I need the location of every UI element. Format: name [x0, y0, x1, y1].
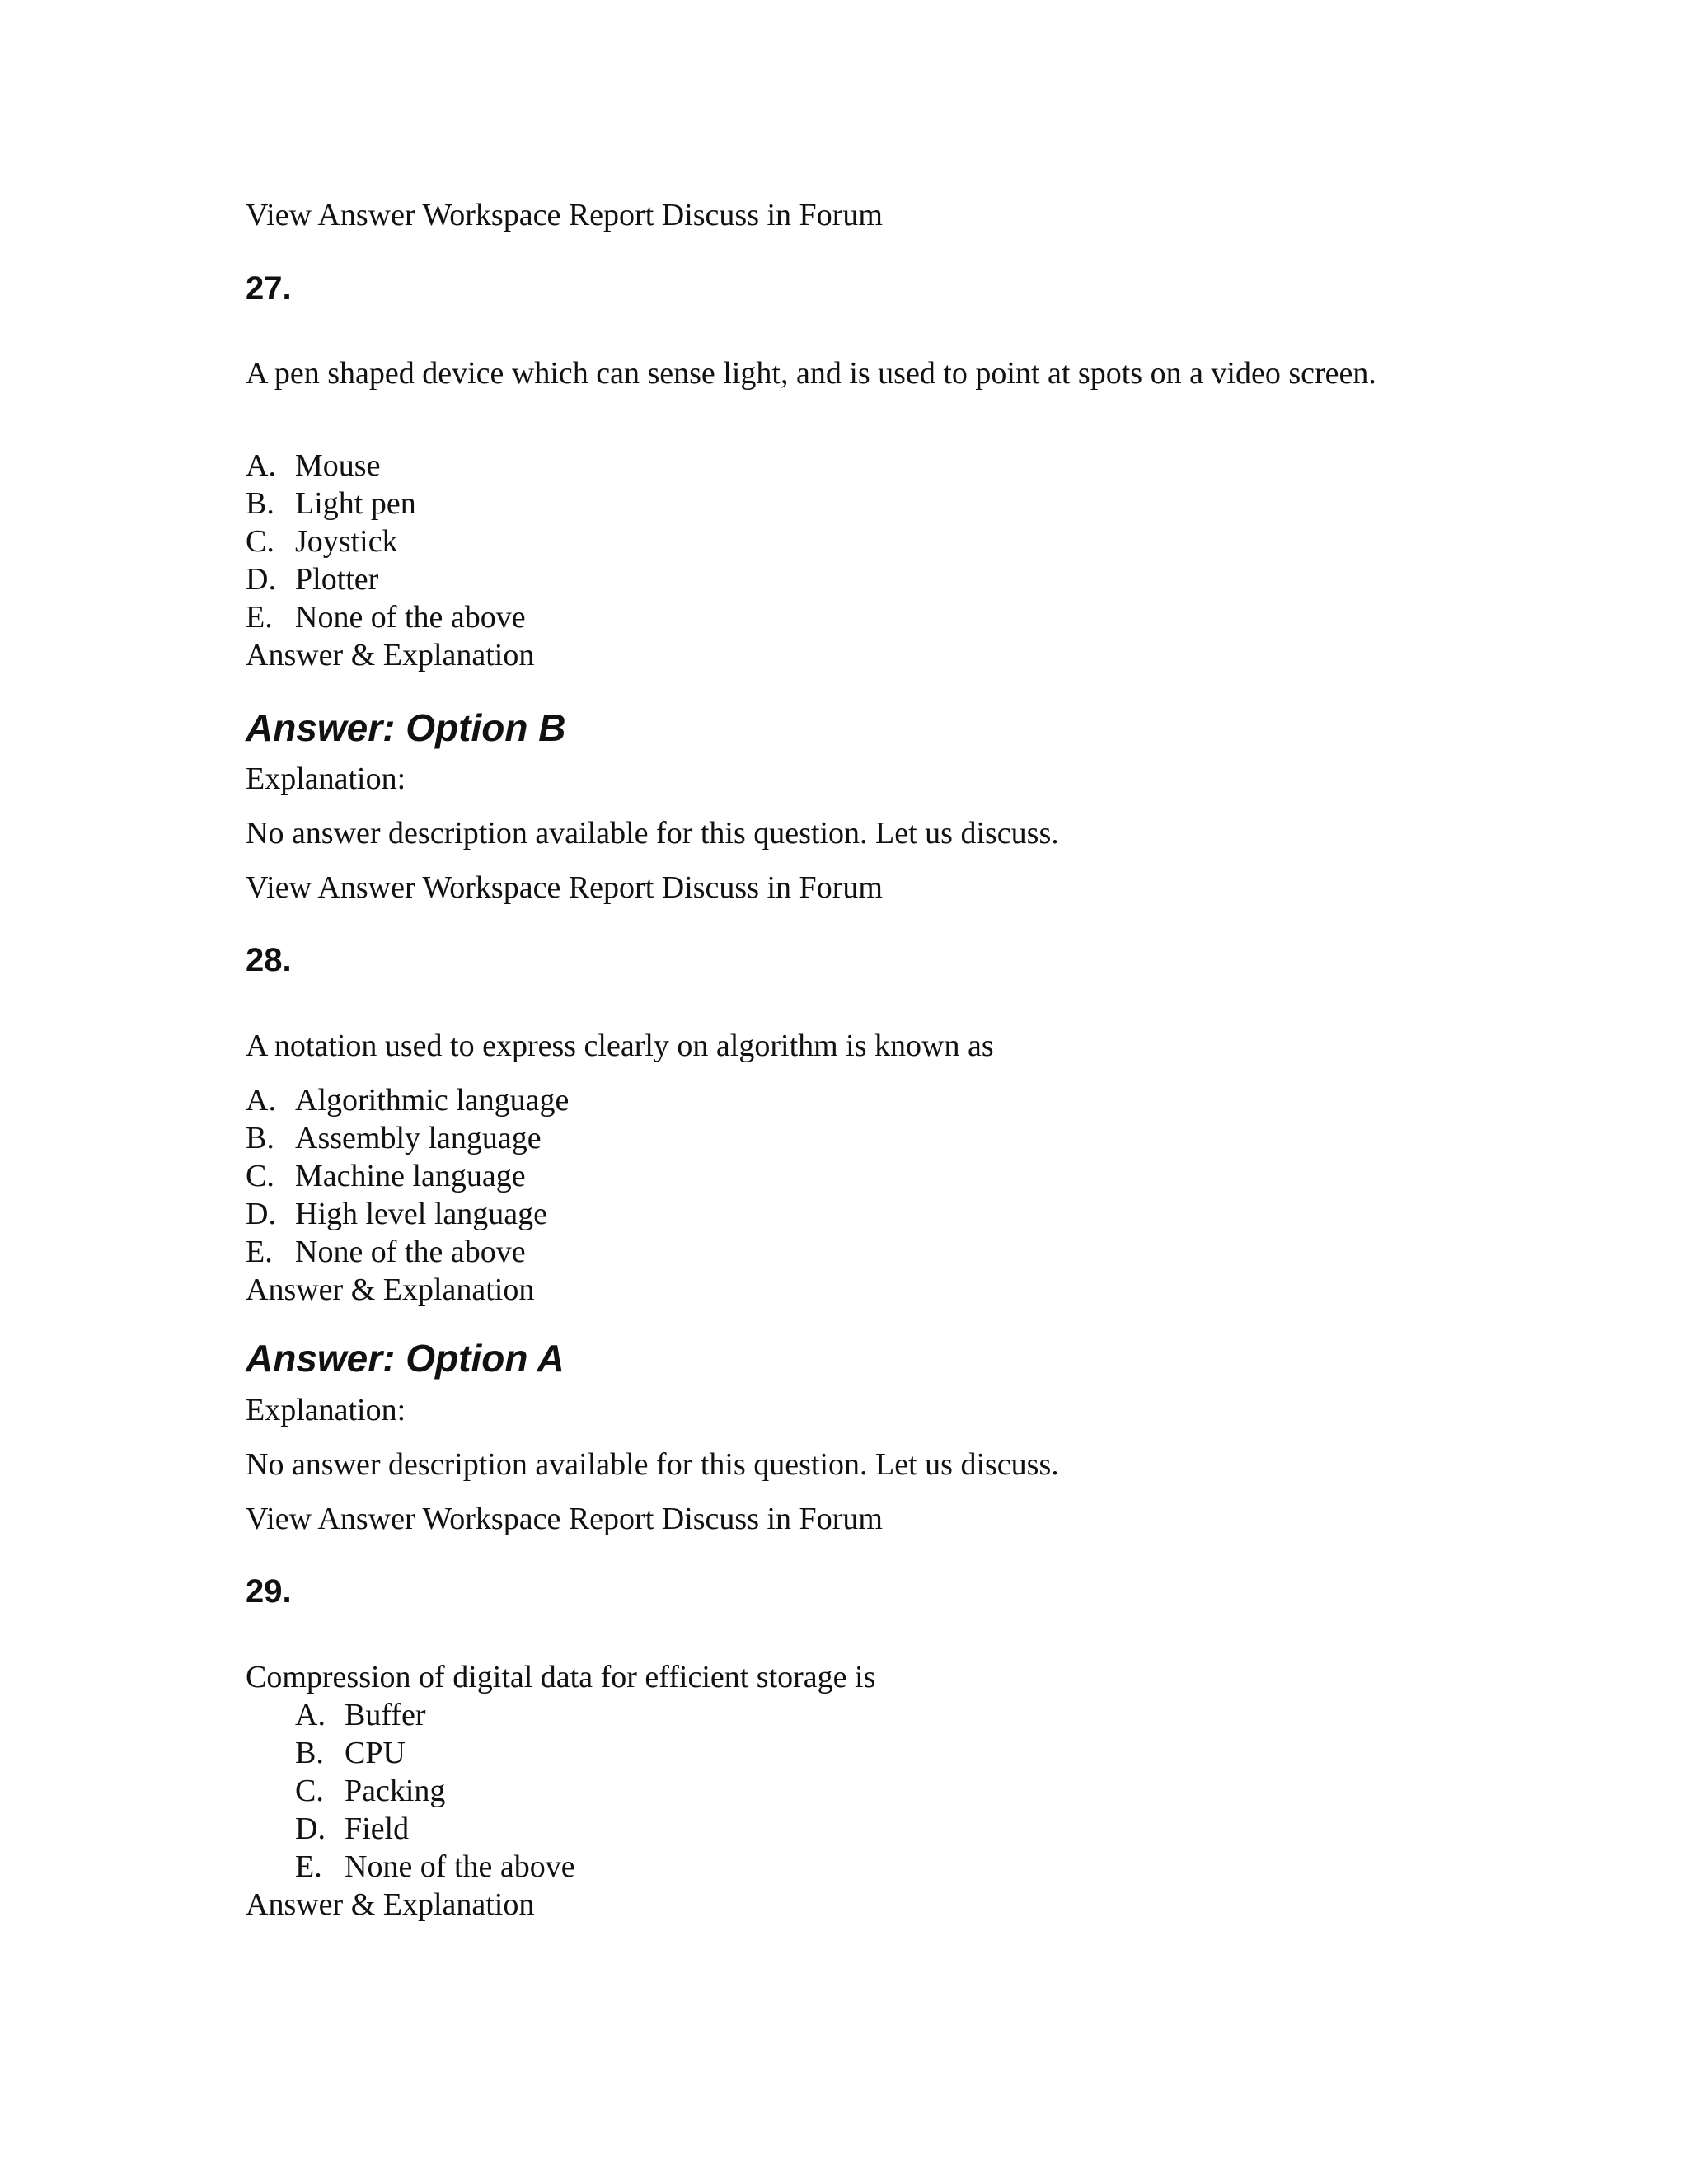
question-number: 29.: [246, 1573, 292, 1610]
option-text: Field: [345, 1811, 410, 1846]
option-letter: C.: [295, 1774, 324, 1808]
option-letter: D.: [246, 562, 276, 597]
question-actions-top: [246, 196, 883, 234]
option-item: [246, 1119, 542, 1157]
option-text: Machine language: [295, 1159, 526, 1193]
option-item: [295, 1734, 406, 1772]
option-text: Algorithmic language: [295, 1083, 570, 1118]
answer-heading: Answer: Option A: [246, 1337, 565, 1380]
workspace-link[interactable]: Workspace: [422, 1502, 561, 1536]
option-item: [295, 1848, 575, 1886]
option-text: Joystick: [295, 524, 398, 559]
workspace-link[interactable]: Workspace: [422, 870, 561, 905]
option-text: High level language: [295, 1197, 548, 1231]
report-link[interactable]: Report: [568, 1502, 654, 1536]
option-item: [246, 1157, 526, 1195]
view-answer-link[interactable]: View Answer: [246, 1502, 415, 1536]
option-letter: A.: [246, 448, 276, 483]
question-text: A pen shaped device which can sense light, and is used to point at spots on a video screen.: [246, 356, 1376, 391]
option-letter: B.: [246, 1121, 274, 1155]
option-text: None of the above: [295, 1235, 526, 1269]
answer-heading: Answer: Option B: [246, 706, 566, 749]
option-letter: D.: [295, 1811, 326, 1846]
option-item: [295, 1696, 426, 1734]
option-letter: B.: [246, 486, 274, 521]
question-text: A notation used to express clearly on algorithm is known as: [246, 1029, 994, 1063]
question-number: 28.: [246, 942, 292, 978]
option-letter: D.: [246, 1197, 276, 1231]
option-letter: A.: [295, 1698, 326, 1732]
option-text: Buffer: [345, 1698, 426, 1732]
answer-explanation-link[interactable]: Answer & Explanation: [246, 638, 535, 673]
report-link[interactable]: Report: [568, 198, 654, 232]
option-item: [246, 598, 526, 636]
answer-explanation-link[interactable]: Answer & Explanation: [246, 1887, 535, 1922]
explanation-text: No answer description available for this question. Let us discuss.: [246, 1447, 1059, 1482]
option-item: [295, 1810, 409, 1848]
answer-explanation-link[interactable]: Answer & Explanation: [246, 1272, 535, 1307]
discuss-forum-link[interactable]: Discuss in Forum: [661, 198, 883, 232]
view-answer-link[interactable]: View Answer: [246, 870, 415, 905]
discuss-forum-link[interactable]: Discuss in Forum: [661, 870, 883, 905]
option-item: [246, 485, 416, 523]
question-text: Compression of digital data for efficient storage is: [246, 1660, 876, 1694]
option-item: [246, 1195, 547, 1233]
option-letter: E.: [246, 600, 273, 635]
option-text: Plotter: [295, 562, 379, 597]
option-letter: A.: [246, 1083, 276, 1118]
option-text: Assembly language: [295, 1121, 542, 1155]
question-actions: [246, 1500, 883, 1538]
option-item: [246, 447, 380, 485]
option-text: None of the above: [295, 600, 526, 635]
option-item: [246, 523, 398, 560]
option-letter: C.: [246, 1159, 274, 1193]
option-text: CPU: [345, 1736, 406, 1770]
option-text: Light pen: [295, 486, 416, 521]
option-text: None of the above: [345, 1849, 575, 1884]
explanation-text: No answer description available for this question. Let us discuss.: [246, 816, 1059, 851]
explanation-label: Explanation:: [246, 1393, 406, 1427]
question-actions: [246, 869, 883, 907]
option-text: Packing: [345, 1774, 446, 1808]
option-letter: E.: [295, 1849, 322, 1884]
workspace-link[interactable]: Workspace: [422, 198, 561, 232]
question-number: 27.: [246, 270, 292, 307]
view-answer-link[interactable]: View Answer: [246, 198, 415, 232]
option-item: [246, 1081, 569, 1119]
report-link[interactable]: Report: [568, 870, 654, 905]
explanation-label: Explanation:: [246, 762, 406, 796]
discuss-forum-link[interactable]: Discuss in Forum: [661, 1502, 883, 1536]
option-item: [246, 560, 378, 598]
option-item: [246, 1233, 526, 1271]
option-letter: E.: [246, 1235, 273, 1269]
option-letter: C.: [246, 524, 274, 559]
option-text: Mouse: [295, 448, 381, 483]
option-item: [295, 1772, 445, 1810]
option-letter: B.: [295, 1736, 324, 1770]
